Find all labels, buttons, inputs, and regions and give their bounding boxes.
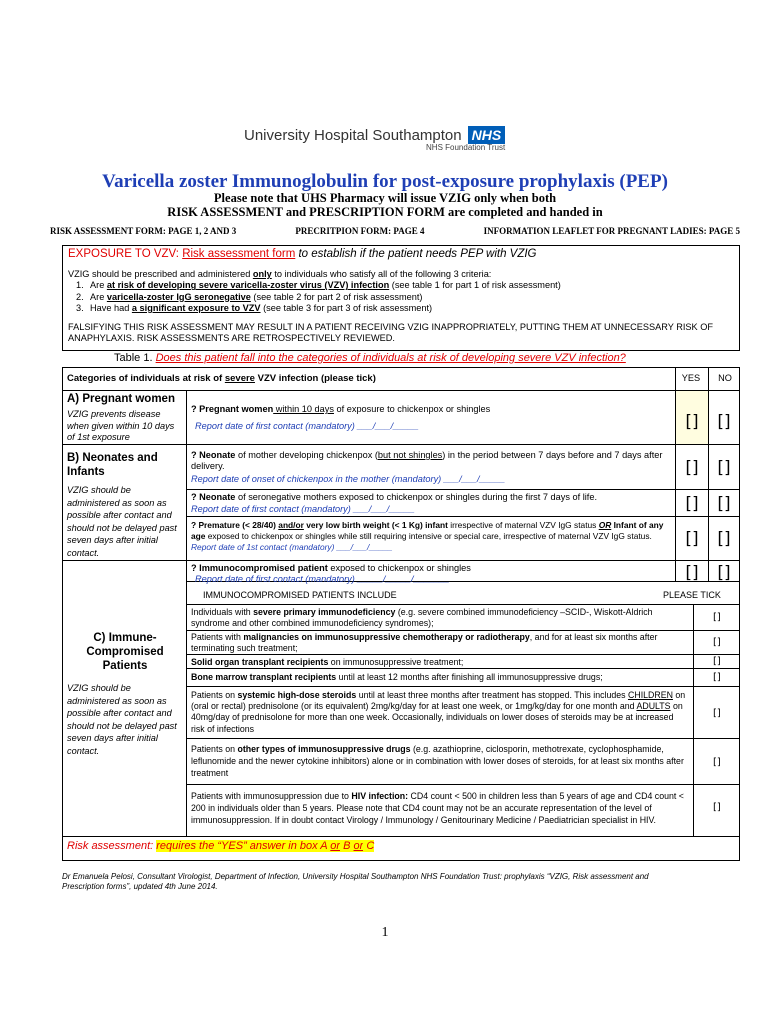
condition-row-3: Solid organ transplant recipients on immunosuppressive treatment; (191, 657, 464, 667)
b2-yes-checkbox[interactable]: [] (685, 494, 699, 514)
table1-caption: Table 1. Does this patient fall into the categories of individuals at risk of developing severe VZV infection? (114, 352, 626, 364)
condition-6-checkbox[interactable]: [] (713, 757, 721, 768)
page-number: 1 (381, 925, 389, 940)
condition-3-checkbox[interactable]: [] (713, 656, 721, 667)
falsifying-warning: FALSIFYING THIS RISK ASSESSMENT MAY RESULT IN A PATIENT RECEIVING VZIG INAPPROPRIATELY, PUTTING THEM AT UNNECESSARY RISK OF ANAPHYLAXIS. RISK ASSESSMENTS ARE RETROSPECTIVELY REVIEWED. (68, 322, 713, 344)
neonate-question-1: ? Neonate of mother developing chickenpox (but not shingles) in the period between 7 days before and 7 days after delivery. (191, 450, 663, 472)
category-b-note: VZIG should be administered as soon as possible after contact and should not be delayed past seven days after initial contact. (67, 485, 177, 558)
immunocompromised-report: Report date of first contact (mandatory) _____/_____/_______ (195, 574, 450, 584)
subtitle-2: RISK ASSESSMENT and PRESCRIPTION FORM are completed and handed in (167, 205, 603, 219)
category-a-report-date: Report date of first contact (mandatory) ___/___/_____ (195, 421, 419, 431)
yes-header: YES (681, 373, 701, 383)
condition-4-checkbox[interactable]: [] (713, 672, 721, 683)
prescription-form-page: PRECRITPION FORM: PAGE 4 (295, 226, 425, 236)
leaflet-page: INFORMATION LEAFLET FOR PREGNANT LADIES: PAGE 5 (483, 226, 740, 236)
c-no-checkbox[interactable]: [] (717, 563, 731, 583)
b3-yes-checkbox[interactable]: [] (685, 529, 699, 549)
condition-row-6: Patients on other types of immunosuppressive drugs (e.g. azathioprine, ciclosporin, methotrexate, cyclophosphamide, leflunomide and the newer cytokine inhibitors) alone or in combination with lower doses of steroids, for at least six months after treatment (191, 744, 684, 778)
footer-note: Dr Emanuela Pelosi, Consultant Virologist, Department of Infection, University Hospital Southampton NHS Foundation Trust: prophylaxis “VZIG, Risk assessment and Prescription forms”, updated 4th June 2014. (62, 872, 649, 891)
nhs-badge: NHS (468, 126, 506, 144)
condition-row-4: Bone marrow transplant recipients until at least 12 months after finishing all immunosuppressive drugs; (191, 672, 603, 682)
page-title: Varicella zoster Immunoglobulin for post-exposure prophylaxis (PEP) (102, 171, 668, 192)
criterion-1: 1. Are at risk of developing severe varicella-zoster virus (VZV) infection (see table 1 for part 1 of risk assessment) (76, 280, 561, 291)
b3-no-checkbox[interactable]: [] (717, 529, 731, 549)
a-no-checkbox[interactable]: [] (717, 412, 731, 432)
immunocompromised-question: ? Immunocompromised patient exposed to chickenpox or shingles (191, 563, 471, 573)
neonate-question-2: ? Neonate of seronegative mothers exposed to chickenpox or shingles during the first 7 days of life. (191, 492, 597, 502)
category-a-title: A) Pregnant women (67, 393, 175, 405)
risk-table (62, 367, 740, 861)
criterion-3: 3. Have had a significant exposure to VZV (see table 3 for part 3 of risk assessment) (76, 302, 433, 313)
category-c-title: C) Immune-Compromised Patients (86, 632, 164, 672)
risk-form-link[interactable]: Risk assessment form (182, 248, 296, 260)
condition-row-2: Patients with malignancies on immunosuppressive chemotherapy or radiotherapy, and for at least six months after terminating such treatment; (191, 632, 658, 653)
condition-7-checkbox[interactable]: [] (713, 802, 721, 813)
includes-header: IMMUNOCOMPROMISED PATIENTS INCLUDE (203, 590, 397, 600)
criteria-list (68, 269, 733, 314)
b1-yes-checkbox[interactable]: [] (685, 458, 699, 478)
hospital-logo (244, 126, 505, 152)
risk-form-pages: RISK ASSESSMENT FORM: PAGE 1, 2 AND 3 (50, 226, 237, 236)
b2-no-checkbox[interactable]: [] (717, 494, 731, 514)
condition-2-checkbox[interactable]: [] (713, 637, 721, 648)
criteria-intro: VZIG should be prescribed and administered only to individuals who satisfy all of the following 3 criteria: (68, 269, 492, 279)
category-a-question: ? Pregnant women within 10 days of exposure to chickenpox or shingles (191, 404, 491, 414)
criterion-2: 2. Are varicella-zoster IgG seronegative (see table 2 for part 2 of risk assessment) (76, 291, 423, 302)
category-a-note: VZIG prevents disease when given within 10 days of 1st exposure (67, 409, 175, 442)
subtitle-1: Please note that UHS Pharmacy will issue VZIG only when both (213, 191, 557, 205)
category-c-note: VZIG should be administered as soon as possible after contact and should not be delayed past seven days after initial contact. (67, 683, 177, 756)
category-b-title: B) Neonates and Infants (67, 452, 158, 478)
a-yes-checkbox[interactable]: [] (685, 412, 699, 432)
table-column-header: Categories of individuals at risk of severe VZV infection (please tick) (67, 373, 376, 384)
condition-row-1: Individuals with severe primary immunodeficiency (e.g. severe combined immunodeficiency –SCID-, Wiskott-Aldrich syndrome and other combined immunodeficiency syndromes); (191, 607, 653, 628)
premature-question: ? Premature (< 28/40) and/or very low birth weight (< 1 Kg) infant irrespective of maternal VZV IgG status OR Infant of any age exposed to chickenpox or shingles while still requiring intensive or special care, irrespective of maternal VZV IgG status. (191, 520, 664, 541)
exposure-heading (68, 248, 537, 260)
condition-1-checkbox[interactable]: [] (713, 612, 721, 623)
neonate-report-1: Report date of onset of chickenpox in the mother (mandatory) ___/___/_____ (191, 474, 506, 484)
no-header: NO (718, 373, 732, 383)
b1-no-checkbox[interactable]: [] (717, 458, 731, 478)
org-subtitle: NHS Foundation Trust (426, 143, 506, 152)
exposure-rest: to establish if the patient needs PEP with VZIG (295, 248, 537, 260)
neonate-report-2: Report date of first contact (mandatory) ___/___/_____ (191, 504, 415, 514)
condition-5-checkbox[interactable]: [] (713, 708, 721, 719)
criteria-box (62, 245, 740, 351)
condition-row-7: Patients with immunosuppression due to HIV infection: CD4 count < 500 in children less than 5 years of age and CD4 count < 200 in individuals older than 5 years. Please note that CD4 count may not be an accurate representation of the level of immunosuppression. If in doubt contact Virology / Immunology / Genitourinary Medicine / Paediatrician specialist in HIV. (191, 791, 684, 825)
risk-assessment-rule: Risk assessment: requires the “YES” answer in box A or B or C (67, 840, 375, 852)
exposure-prefix: EXPOSURE TO VZV: (68, 248, 183, 260)
c-yes-checkbox[interactable]: [] (685, 563, 699, 583)
org-name: University Hospital Southampton (244, 127, 462, 144)
please-tick-header: PLEASE TICK (663, 590, 721, 600)
premature-report: Report date of 1st contact (mandatory) ___/___/_____ (191, 542, 393, 552)
forms-index (50, 226, 740, 236)
condition-row-5: Patients on systemic high-dose steroids until at least three months after treatment has stopped. This includes CHILDREN on (oral or rectal) prednisolone (or its equivalent) 2mg/kg/day for at least one week, or 1mg/kg/day for one month and ADULTS on 40mg/day of prednisolone for more than one week. Occasionally, individuals on lower doses of steroids may be at increased risk of infections (191, 690, 686, 734)
